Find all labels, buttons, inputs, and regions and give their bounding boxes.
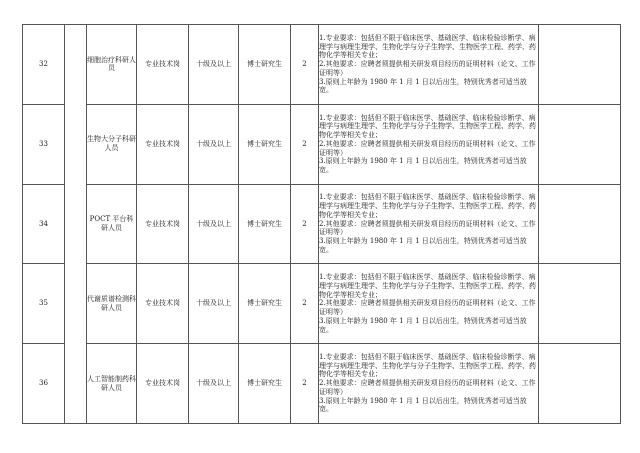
education-cell: 博士研究生 — [239, 104, 291, 184]
requirement-line: 物化学等相关专业； — [319, 51, 382, 60]
count-cell: 2 — [291, 184, 319, 264]
count-cell: 2 — [291, 264, 319, 344]
level-cell: 十级及以上 — [189, 344, 239, 424]
requirement-line: 2.其他要求：应聘者须提供相关研发项目经历的证明材料（论文、工作 — [319, 299, 536, 308]
requirement-line: 证明等） — [319, 228, 347, 237]
requirement-line: 3.原则上年龄为 1980 年 1 月 1 日以后出生，特别优秀者可适当放宽。 — [319, 77, 527, 95]
requirement-line: 3.原则上年龄为 1980 年 1 月 1 日以后出生，特别优秀者可适当放宽。 — [319, 316, 527, 334]
seq-cell: 33 — [23, 104, 65, 184]
requirement-line: 2.其他要求：应聘者须提供相关研发项目经历的证明材料（论文、工作 — [319, 379, 536, 388]
level-cell: 十级及以上 — [189, 264, 239, 344]
requirement-line: 1.专业要求：包括但不限于临床医学、基础医学、临床检验诊断学、病 — [319, 273, 536, 282]
requirements-cell — [319, 344, 539, 424]
requirement-line: 证明等） — [319, 148, 347, 157]
category-cell: 专业技术岗 — [137, 344, 189, 424]
requirement-line: 证明等） — [319, 308, 347, 317]
table-row — [23, 344, 621, 424]
requirements-cell — [319, 104, 539, 184]
requirement-line: 物化学等相关专业； — [319, 290, 382, 299]
requirement-line: 2.其他要求：应聘者须提供相关研发项目经历的证明材料（论文、工作 — [319, 139, 536, 148]
position-name-cell: 人工智能制药科研人员 — [87, 344, 137, 424]
requirement-line: 1.专业要求：包括但不限于临床医学、基础医学、临床检验诊断学、病 — [319, 113, 536, 122]
seq-cell: 34 — [23, 184, 65, 264]
category-cell: 专业技术岗 — [137, 25, 189, 105]
requirement-line: 3.原则上年龄为 1980 年 1 月 1 日以后出生，特别优秀者可适当放宽。 — [319, 157, 527, 175]
remark-cell — [539, 264, 621, 344]
requirement-line: 1.专业要求：包括但不限于临床医学、基础医学、临床检验诊断学、病 — [319, 193, 536, 202]
count-cell: 2 — [291, 344, 319, 424]
level-cell: 十级及以上 — [189, 104, 239, 184]
count-cell: 2 — [291, 104, 319, 184]
requirement-line: 3.原则上年龄为 1980 年 1 月 1 日以后出生，特别优秀者可适当放宽。 — [319, 396, 527, 414]
position-name-cell: 生物大分子科研人员 — [87, 104, 137, 184]
requirement-line: 理学与病理生理学、生物化学与分子生物学、生物医学工程、药学、药 — [319, 361, 536, 370]
requirements-cell — [319, 184, 539, 264]
seq-cell: 35 — [23, 264, 65, 344]
remark-cell — [539, 344, 621, 424]
category-cell: 专业技术岗 — [137, 104, 189, 184]
requirements-cell — [319, 264, 539, 344]
requirement-line: 物化学等相关专业； — [319, 131, 382, 140]
education-cell: 博士研究生 — [239, 184, 291, 264]
requirement-line: 理学与病理生理学、生物化学与分子生物学、生物医学工程、药学、药 — [319, 42, 536, 51]
education-cell: 博士研究生 — [239, 264, 291, 344]
requirement-line: 理学与病理生理学、生物化学与分子生物学、生物医学工程、药学、药 — [319, 122, 536, 131]
education-cell: 博士研究生 — [239, 25, 291, 105]
requirement-line: 3.原则上年龄为 1980 年 1 月 1 日以后出生，特别优秀者可适当放宽。 — [319, 237, 527, 254]
table-row — [23, 25, 621, 105]
requirement-line: 1.专业要求：包括但不限于临床医学、基础医学、临床检验诊断学、病 — [319, 33, 536, 42]
requirement-line: 理学与病理生理学、生物化学与分子生物学、生物医学工程、药学、药 — [319, 202, 536, 211]
requirement-line: 1.专业要求：包括但不限于临床医学、基础医学、临床检验诊断学、病 — [319, 352, 536, 361]
requirement-line: 物化学等相关专业； — [319, 210, 382, 219]
requirement-line: 物化学等相关专业； — [319, 370, 382, 379]
table-row — [23, 104, 621, 184]
requirement-line: 2.其他要求：应聘者须提供相关研发项目经历的证明材料（论文、工作 — [319, 219, 536, 228]
remark-cell — [539, 184, 621, 264]
count-cell: 2 — [291, 25, 319, 105]
level-cell: 十级及以上 — [189, 25, 239, 105]
recruitment-table — [22, 24, 621, 424]
table-body — [23, 25, 621, 424]
level-cell: 十级及以上 — [189, 184, 239, 264]
remark-cell — [539, 25, 621, 105]
table-row — [23, 264, 621, 344]
category-cell: 专业技术岗 — [137, 264, 189, 344]
category-cell: 专业技术岗 — [137, 184, 189, 264]
remark-cell — [539, 104, 621, 184]
seq-cell: 32 — [23, 25, 65, 105]
position-name-cell: POCT 平台科研人员 — [87, 184, 137, 264]
education-cell: 博士研究生 — [239, 344, 291, 424]
position-name-cell: 代谢质谱检测科研人员 — [87, 264, 137, 344]
requirement-line: 证明等） — [319, 387, 347, 396]
requirement-line: 2.其他要求：应聘者须提供相关研发项目经历的证明材料（论文、工作 — [319, 60, 536, 69]
department-cell — [65, 25, 87, 424]
requirement-line: 证明等） — [319, 68, 347, 77]
requirement-line: 理学与病理生理学、生物化学与分子生物学、生物医学工程、药学、药 — [319, 281, 536, 290]
requirements-cell — [319, 25, 539, 105]
table-row — [23, 184, 621, 264]
position-name-cell: 细胞治疗科研人员 — [87, 25, 137, 105]
seq-cell: 36 — [23, 344, 65, 424]
